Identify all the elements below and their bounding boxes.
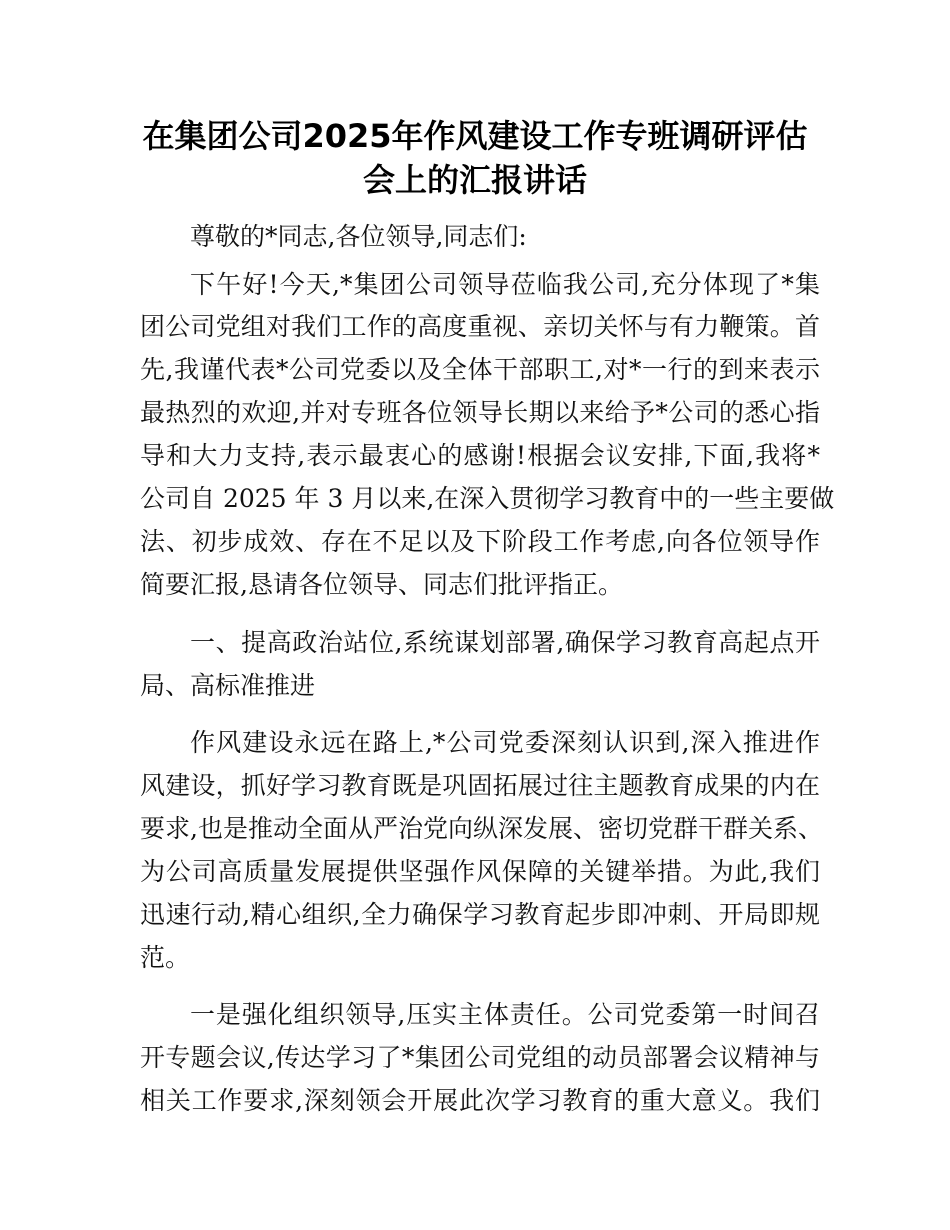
paragraph-2-line-6: 范。 (140, 943, 191, 972)
paragraph-2-line-2: 风建设，抓好学习教育既是巩固拓展过往主题教育成果的内在 (140, 771, 820, 800)
paragraph-3-line-2: 开专题会议,传达学习了*集团公司党组的动员部署会议精神与 (140, 1043, 820, 1072)
paragraph-1-line-5: 导和大力支持,表示最衷心的感谢!根据会议安排,下面,我将* (140, 441, 820, 470)
paragraph-1-line-1: 下午好!今天,*集团公司领导莅临我公司,充分体现了*集 (190, 270, 820, 299)
paragraph-1-line-6: 公司自 2025 年 3 月以来,在深入贯彻学习教育中的一些主要做 (140, 484, 835, 513)
document-title-line-1: 在集团公司2025年作风建设工作专班调研评估 (142, 117, 808, 155)
paragraph-1-line-4: 最热烈的欢迎,并对专班各位领导长期以来给予*公司的悉心指 (140, 398, 820, 427)
section-1-heading-line-1: 一、提高政治站位,系统谋划部署,确保学习教育高起点开 (190, 628, 820, 657)
section-1-heading-line-2: 局、高标准推进 (140, 671, 316, 700)
paragraph-1-line-8: 简要汇报,恳请各位领导、同志们批评指正。 (140, 570, 623, 599)
paragraph-3-line-3: 相关工作要求,深刻领会开展此次学习教育的重大意义。我们 (140, 1086, 820, 1115)
paragraph-2-line-3: 要求,也是推动全面从严治党向纵深发展、密切党群干群关系、 (140, 814, 823, 843)
paragraph-2-line-1: 作风建设永远在路上,*公司党委深刻认识到,深入推进作 (190, 728, 820, 757)
salutation-line: 尊敬的*同志,各位领导,同志们: (190, 222, 527, 251)
document-title-line-2: 会上的汇报讲话 (362, 161, 587, 199)
paragraph-3-line-1: 一是强化组织领导,压实主体责任。公司党委第一时间召 (190, 1000, 820, 1029)
paragraph-2-line-4: 为公司高质量发展提供坚强作风保障的关键举措。为此,我们 (140, 857, 820, 886)
paragraph-1-line-3: 先,我谨代表*公司党委以及全体干部职工,对*一行的到来表示 (140, 355, 820, 384)
paragraph-2-line-5: 迅速行动,精心组织,全力确保学习教育起步即冲刺、开局即规 (140, 900, 820, 929)
paragraph-1-line-2: 团公司党组对我们工作的高度重视、亲切关怀与有力鞭策。首 (140, 312, 820, 341)
paragraph-1-line-7: 法、初步成效、存在不足以及下阶段工作考虑,向各位领导作 (140, 527, 820, 556)
